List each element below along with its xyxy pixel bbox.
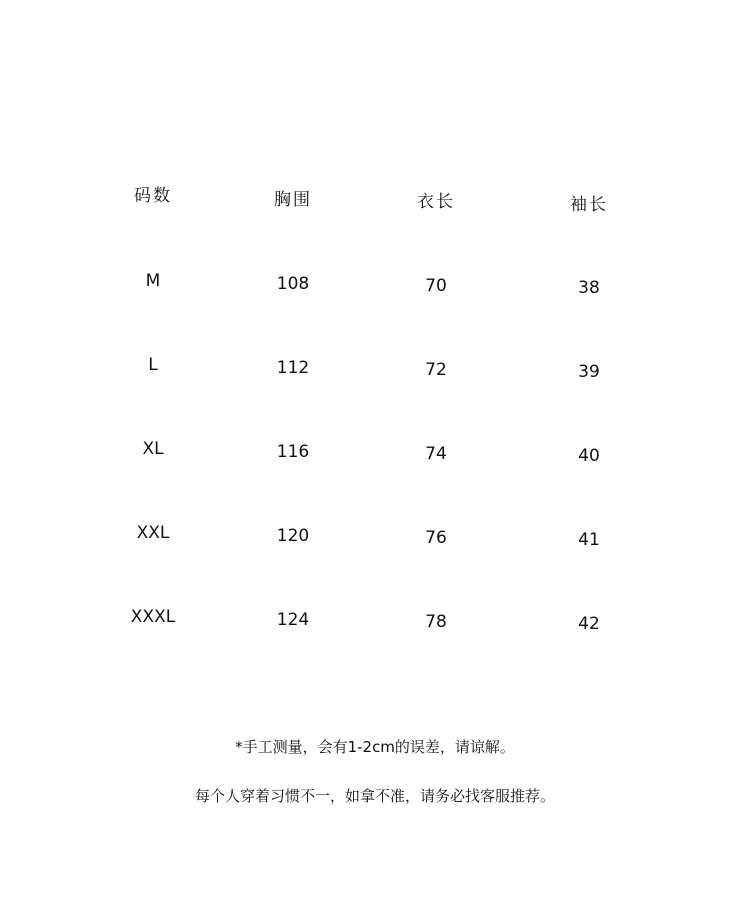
table-cell-size: XL	[142, 439, 164, 459]
table-cell-chest: 124	[276, 610, 310, 630]
table-cell-size: M	[145, 271, 161, 291]
table-cell-sleeve: 39	[578, 362, 600, 382]
table-cell-length: 70	[425, 276, 447, 296]
table-cell-size: XXL	[136, 523, 170, 543]
table-cell-length: 72	[425, 360, 447, 380]
table-cell-sleeve: 38	[578, 278, 600, 298]
table-cell-size: L	[148, 355, 158, 375]
header-chest: 胸围	[274, 190, 312, 210]
measurement-note: *手工测量，会有1-2cm的误差，请谅解。	[235, 738, 515, 756]
table-cell-length: 78	[425, 612, 447, 632]
table-cell-size: XXXL	[130, 607, 176, 627]
fit-advice-note: 每个人穿着习惯不一，如拿不准，请务必找客服推荐。	[194, 787, 555, 805]
header-sleeve: 袖长	[570, 195, 608, 215]
table-cell-sleeve: 41	[578, 530, 600, 550]
table-cell-sleeve: 42	[578, 614, 600, 634]
table-cell-chest: 120	[276, 526, 310, 546]
table-cell-length: 74	[425, 444, 447, 464]
table-cell-sleeve: 40	[578, 446, 600, 466]
table-cell-chest: 112	[276, 358, 310, 378]
table-cell-chest: 108	[276, 274, 310, 294]
table-cell-length: 76	[425, 528, 447, 548]
table-cell-chest: 116	[276, 442, 310, 462]
header-size: 码数	[134, 186, 172, 206]
header-length: 衣长	[417, 192, 455, 212]
